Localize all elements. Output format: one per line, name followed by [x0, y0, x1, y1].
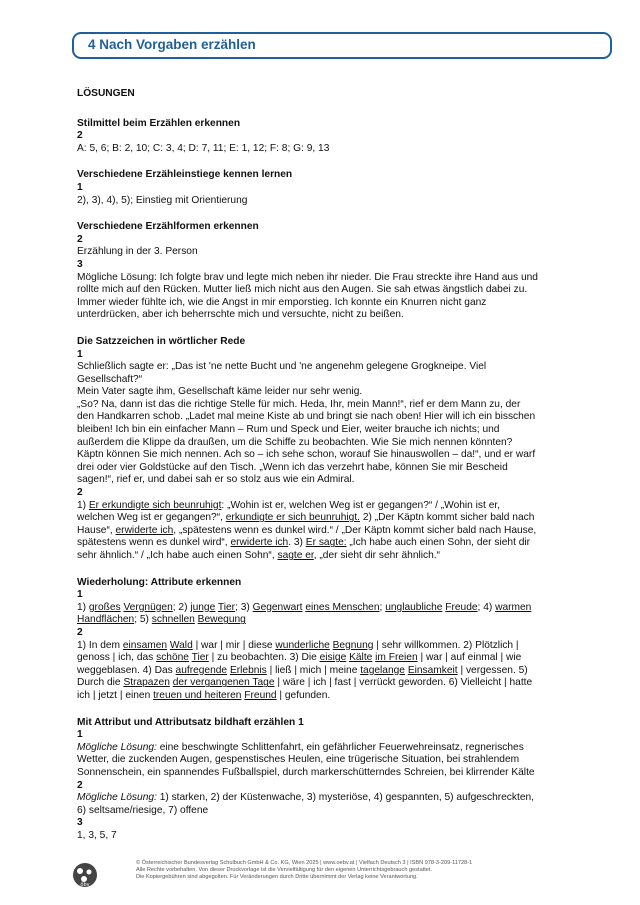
task-number: 3	[77, 258, 83, 270]
answer-line	[77, 742, 607, 755]
answer-line: außerdem die Klippe da draußen, um die Schiffe zu beobachten. Wie Sie mich nennen könnten?	[77, 436, 513, 448]
underlined-text: Gegenwart	[252, 601, 303, 613]
underlined-text: tagelange	[360, 664, 405, 676]
answer-text: 1, 3, 5, 7	[77, 829, 117, 841]
solutions-heading: LÖSUNGEN	[77, 88, 135, 99]
text: ;	[379, 601, 386, 613]
underlined-text: Er erkundigte sich beunruhigt	[88, 499, 222, 511]
underlined-text: schnellen	[151, 614, 195, 626]
text: . 3)	[288, 537, 306, 549]
underlined-text: erwiderte ich	[115, 524, 174, 536]
text: 1)	[77, 601, 89, 613]
text: , „der sieht dir sehr ähnlich.“	[313, 550, 440, 561]
chapter-header	[72, 32, 612, 59]
answer-line	[77, 512, 607, 525]
answer-line: unterdrücken, aber ich beherrschte mich und versuchte, nicht zu beißen.	[77, 309, 404, 321]
section-title: Stilmittel beim Erzählen erkennen	[77, 117, 241, 129]
underlined-text: treuen und heiteren	[153, 689, 242, 701]
section-title: Die Satzzeichen in wörtlicher Rede	[77, 335, 246, 347]
text: 2) „Der Käptn kommt sicher bald nach	[359, 512, 535, 524]
section-satzzeichen	[77, 336, 607, 563]
answer-line: Mein Vater sagte ihm, Gesellschaft käme leider nur sehr wenig.	[77, 386, 363, 398]
underlined-text: Erlebnis	[229, 664, 267, 676]
text: 1) starken, 2) der Küstenwache, 3) mysteriöse, 4) gespannten, 5) aufgeschreckten,	[156, 792, 534, 804]
text: ; 3)	[235, 601, 253, 613]
answer-line: rollte mich auf den Rücken. Mutter ließ mich nicht aus den Augen. Sie sah etwas ängstlich dabei zu.	[77, 284, 528, 296]
answer-line: „So? Na, dann ist das die richtige Stelle für mich. Heda, Ihr, mein Mann!“, rief er dem Mann zu, der	[77, 398, 521, 410]
publisher-logo-icon	[72, 862, 98, 888]
answer-line	[77, 537, 607, 550]
underlined-text: Begnung	[332, 639, 374, 651]
text: 1) In dem	[77, 639, 123, 651]
underlined-text: Er sagte:	[305, 537, 347, 549]
task-number: 1	[77, 729, 83, 741]
underlined-text: warmen	[495, 601, 532, 613]
task-number: 2	[77, 626, 83, 638]
underlined-text: sagte er	[277, 550, 314, 561]
text: genoss | ich, das	[77, 652, 157, 664]
answer-line: sagen!“, rief er, und dabei sah er so stolz aus wie ein Admiral.	[77, 474, 355, 486]
underlined-text: Kälte	[349, 652, 373, 664]
task-number: 1	[77, 181, 83, 193]
underlined-text: unglaubliche	[385, 601, 443, 613]
answer-line: Käptn können Sie mich nennen. Ach so – ich sehe schon, worauf Sie hinauswollen – da!“, und er warf	[77, 449, 536, 461]
answer-line: Gesellschaft?“	[77, 373, 143, 385]
answer-line	[77, 792, 607, 805]
text: | gefunden.	[276, 689, 331, 701]
answer-line	[77, 665, 607, 678]
task-number: 1	[77, 348, 83, 360]
underlined-text: eisige	[319, 652, 347, 664]
underlined-text: Freude	[445, 601, 478, 613]
answer-line: Wetter, die zuckenden Augen, gespenstisches Heulen, eine trügerische Situation, bei strahlendem	[77, 754, 520, 766]
answer-line	[77, 677, 607, 690]
underlined-text: einsamen	[122, 639, 168, 651]
footer-line: Alle Rechte vorbehalten. Von dieser Druckvorlage ist die Vervielfältigung für den eigenen Unterrichtsgebrauch gestattet.	[136, 867, 433, 874]
underlined-text: Handflächen	[77, 614, 135, 626]
text: welchen Weg ist er gegangen?“,	[77, 512, 226, 524]
text: Durch die	[77, 677, 124, 689]
section-erzaehleinstiege	[77, 169, 607, 207]
underlined-text: Strapazen	[123, 677, 170, 689]
underlined-text: wunderliche	[275, 639, 330, 651]
underlined-text: Tier	[191, 652, 209, 664]
text: | vergessen. 5)	[457, 664, 528, 676]
page-footer	[72, 858, 622, 894]
task-number: 2	[77, 779, 83, 791]
underlined-text: Einsamkeit	[407, 664, 458, 676]
task-number: 2	[77, 487, 83, 499]
answer-line	[77, 690, 607, 703]
copyright-text	[136, 860, 472, 882]
text: spätestens wenn es dunkel wird“,	[77, 537, 231, 549]
text: eine beschwingte Schlittenfahrt, ein gefährlicher Feuerwehreinsatz, regnerisches	[156, 741, 524, 753]
answer-line	[77, 652, 607, 665]
underlined-text: aufregende	[175, 664, 228, 676]
underlined-text: Vergnügen	[123, 601, 173, 613]
chapter-title: 4 Nach Vorgaben erzählen	[88, 37, 256, 52]
text: ; 5)	[134, 614, 152, 626]
text: 1)	[77, 499, 89, 511]
text: weggeblasen. 4) Das	[77, 664, 176, 676]
text: sehr ähnlich.“ / „Ich habe auch einen Sohn“,	[77, 550, 278, 561]
underlined-text: eines Menschen	[305, 601, 380, 613]
underlined-text: Tier	[217, 601, 236, 613]
section-title: Verschiedene Erzähleinstiege kennen lernen	[77, 169, 293, 181]
answer-text: Erzählung in der 3. Person	[77, 246, 198, 258]
section-erzaehlformen	[77, 221, 607, 322]
answer-line: Sonnenschein, ein spannendes Fußballspiel, durch markerschütterndes Schreien, bei klirrender Kälte	[77, 766, 535, 778]
answer-line	[77, 602, 607, 615]
text: | ließ | mich | meine	[266, 664, 361, 676]
text: „Ich habe auch einen Sohn, der sieht dir	[346, 537, 531, 549]
section-title: Verschiedene Erzählformen erkennen	[77, 221, 259, 233]
answer-line: Schließlich sagte er: „Das ist 'ne nette Bucht und 'ne angenehm gelegene Grogkneipe. Viel	[77, 361, 487, 373]
section-title: Mit Attribut und Attributsatz bildhaft erzählen 1	[77, 716, 304, 728]
task-number: 3	[77, 817, 83, 829]
text: , „spätestens wenn es dunkel wird.“ / „Der Käptn kommt sicher bald nach Hause,	[173, 524, 537, 536]
logo-text: öbv	[80, 882, 90, 888]
answer-line: Immer wieder fühlte ich, wie die Angst in mir emporstieg. Ich konnte ein Knurren nicht ganz	[77, 296, 487, 308]
label-text: Mögliche Lösung:	[77, 792, 157, 804]
footer-line: Die Kopiergebühren sind abgegolten. Für Veränderungen durch Dritte übernimmt der Verlag keine Verantwortung.	[136, 874, 418, 881]
answer-line	[77, 525, 607, 538]
task-number: 1	[77, 589, 83, 601]
underlined-text: erkundigte er sich beunruhigt.	[225, 512, 360, 524]
text: ich | jetzt | einen	[77, 689, 154, 701]
answer-line: drei oder vier Goldstücke auf den Tisch. „Wenn ich das verzehrt habe, können Sie mir Bescheid	[77, 461, 508, 473]
text: ; 2)	[172, 601, 191, 613]
text: | sehr willkommen. 2) Plötzlich |	[373, 639, 519, 651]
text: : „Wohin ist er, welchen Weg ist er gegangen?“ / „Wohin ist er,	[221, 499, 501, 511]
underlined-text: Freund	[244, 689, 277, 701]
text: | zu beobachten. 3) Die	[208, 652, 320, 664]
answer-text: 2), 3), 4), 5); Einstieg mit Orientierung	[77, 194, 248, 206]
underlined-text: der vergangenen Tage	[172, 677, 275, 689]
underlined-text: junge	[190, 601, 216, 613]
underlined-text: erwiderte ich	[230, 537, 289, 549]
answer-line	[77, 640, 607, 653]
answer-line	[77, 614, 607, 627]
answer-line: 6) seltsame/riesige, 7) offene	[77, 804, 209, 816]
underlined-text: schöne	[156, 652, 189, 664]
answer-line	[77, 550, 607, 563]
text: | war | auf einmal | wie	[417, 652, 522, 664]
text: | war | mir | diese	[192, 639, 276, 651]
answer-line: Mögliche Lösung: Ich folgte brav und legte mich neben ihr nieder. Die Frau streckte ihre Hand aus und	[77, 271, 538, 283]
section-stilmittel	[77, 118, 607, 156]
solutions-content	[77, 88, 607, 856]
underlined-text: Bewegung	[197, 614, 246, 626]
text: | wäre | ich | fast | verrückt geworden. 6) Vielleicht | hatte	[274, 677, 533, 689]
answer-text: A: 5, 6; B: 2, 10; C: 3, 4; D: 7, 11; E: 1, 12; F: 8; G: 9, 13	[77, 142, 330, 154]
underlined-text: großes	[88, 601, 121, 613]
task-number: 2	[77, 130, 83, 142]
section-attributsatz	[77, 717, 607, 843]
answer-line: den Handkarren schob. „Ladet mal meine Kiste ab und bringt sie nach oben! Hier will ich ein bisschen	[77, 411, 536, 423]
text: ; 4)	[477, 601, 496, 613]
answer-line: bleiben! Ich bin ein einfacher Mann – Rum und Speck und Eier, weiter brauche ich nichts; und	[77, 424, 500, 436]
section-title: Wiederholung: Attribute erkennen	[77, 576, 242, 588]
underlined-text: Wald	[169, 639, 193, 651]
section-attribute	[77, 577, 607, 703]
answer-line	[77, 500, 607, 513]
footer-line: © Österreichischer Bundesverlag Schulbuch GmbH & Co. KG, Wien 2025 | www.oebv.at | Vielfach Deutsch 3 | ISBN 978-3-209-11728-1	[136, 860, 473, 866]
text: Hause“,	[77, 524, 116, 536]
underlined-text: im Freien	[375, 652, 418, 664]
label-text: Mögliche Lösung:	[77, 741, 157, 753]
task-number: 2	[77, 233, 83, 245]
